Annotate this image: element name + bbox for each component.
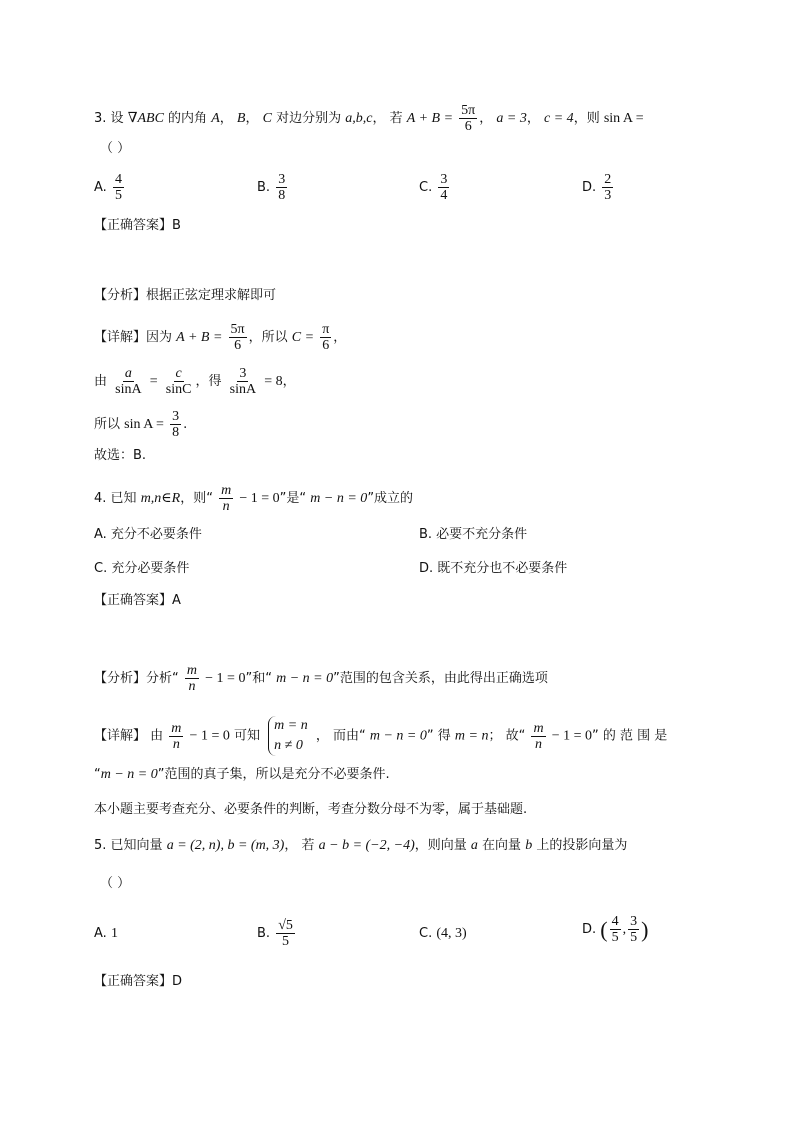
q3-stem: 3. 设 ∇ABC 的内角 A， B， C 对边分别为 a,b,c， 若 A + B = $\frac{5\pi}{6}$ ， a = 3， c = 4，则 sin A = (94, 103, 644, 134)
q3-option-b[interactable]: B. $\frac{3}{8}$ (257, 172, 286, 203)
q5-stem: 5. 已知向量 a = (2, n), b = (m, 3)， 若 a − b = (−2, −4)，则向量 a 在向量 b 上的投影向量为 (94, 838, 628, 853)
q4-answer: 【正确答案】A (94, 593, 181, 608)
q4-option-c[interactable]: C. 充分必要条件 (94, 561, 190, 576)
q4-summary: 本小题主要考查充分、必要条件的判断，考查分数分母不为零，属于基础题. (94, 802, 528, 817)
q3-choice: 故选：B. (94, 448, 147, 463)
q3-detail: 【详解】因为 A + B = $\frac{5\pi}{6}$ ，所以 C = $\frac{\pi}{6}$ ， (94, 322, 347, 353)
q4-option-d[interactable]: D. 既不充分也不必要条件 (419, 561, 568, 576)
q3-option-c[interactable]: C. $\frac{3}{4}$ (419, 172, 448, 203)
q3-analysis: 【分析】根据正弦定理求解即可 (94, 288, 277, 303)
q5-option-d[interactable]: D. ( $\frac{4}{5}$ , $\frac{3}{5}$ ) (582, 914, 649, 945)
q3-conclusion: 所以 sin A = $\frac{3}{8}$ . (94, 409, 188, 440)
q3-blank: （ ） (100, 141, 131, 156)
q5-option-b[interactable]: B. $\frac{√5}{5}$ (257, 918, 293, 949)
q3-option-a[interactable]: A. $\frac{4}{5}$ (94, 172, 122, 203)
q4-detail-line2: “m − n = 0”范围的真子集，所以是充分不必要条件. (94, 767, 390, 782)
q4-option-b[interactable]: B. 必要不充分条件 (419, 527, 528, 542)
q5-option-a[interactable]: A. 1 (94, 926, 118, 941)
q3-law-of-sines: 由 $\frac{a}{\sin A}$ = $\frac{c}{\sin C}$ ，得 $\frac{3}{\sin A}$ = 8， (94, 366, 296, 397)
q4-analysis: 【分析】分析“ $\frac{m}{n}$ − 1 = 0”和“ m − n = 0”范围的包含关系，由此得出正确选项 (94, 663, 548, 694)
q3-answer: 【正确答案】B (94, 218, 181, 233)
q5-option-c[interactable]: C. (4, 3) (419, 926, 467, 941)
equation-system: m = n n ≠ 0 (268, 716, 308, 756)
q5-answer: 【正确答案】D (94, 974, 183, 989)
q4-option-a[interactable]: A. 充分不必要条件 (94, 527, 202, 542)
q3-sum-fraction: $\frac{5\pi}{6}$ (461, 103, 476, 134)
q4-stem: 4. 已知 m,n∈R，则“ $\frac{m}{n}$ − 1 = 0”是“ m − n = 0”成立的 (94, 483, 414, 514)
q4-detail: 【详解】 由 $\frac{m}{n}$ − 1 = 0 可知 m = n n ≠ 0 ， 而由“ m − n = 0” 得 m = n； 故“ $\frac{m}{n}$ − 1 = 0” 的 范 围 是 (94, 716, 667, 756)
q3-option-d[interactable]: D. $\frac{2}{3}$ (582, 172, 612, 203)
q5-blank: （ ） (100, 876, 131, 891)
